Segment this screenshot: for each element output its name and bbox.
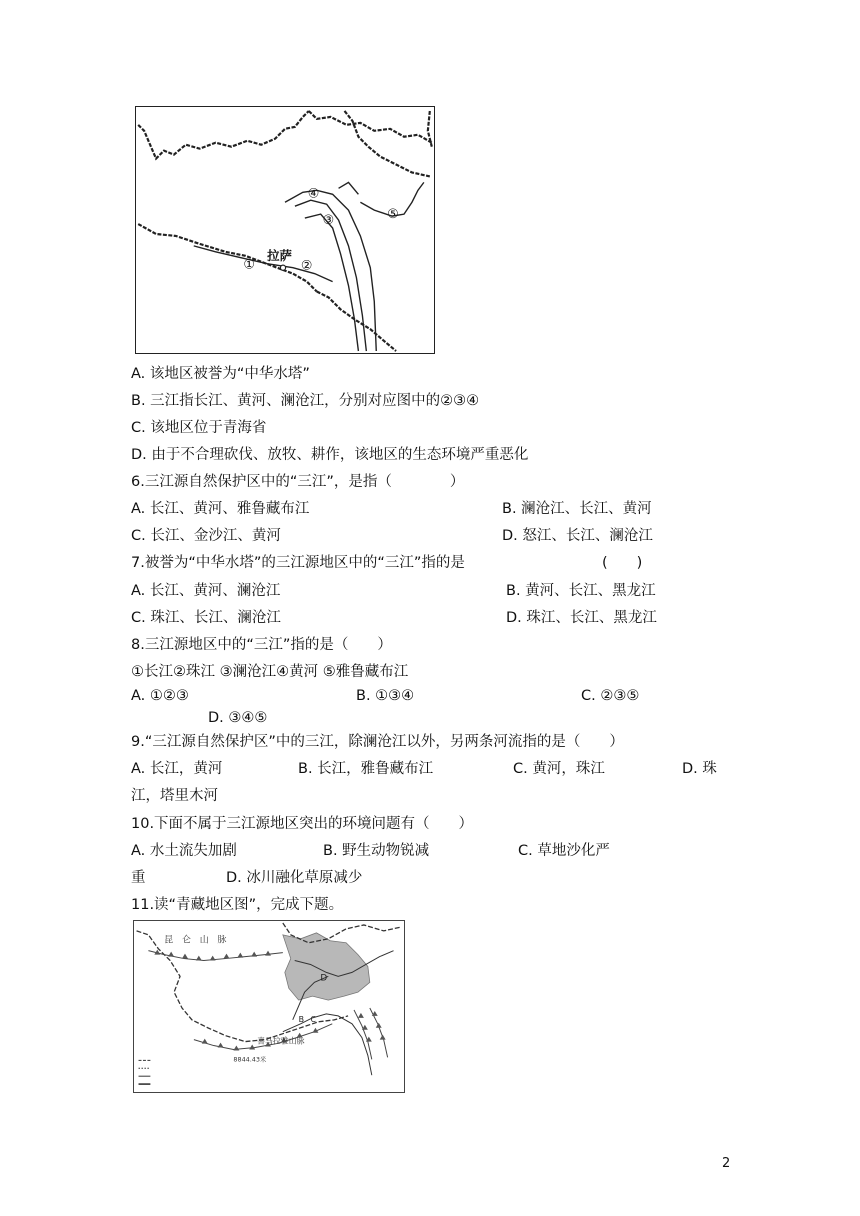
q9-stem: 9.“三江源自然保护区”中的三江，除澜沧江以外，另两条河流指的是（ ） xyxy=(131,734,624,750)
q9-option-c: C. 黄河，珠江 xyxy=(513,761,605,777)
q7-answer-paren: ( ) xyxy=(602,555,643,571)
shaded-region-d xyxy=(283,933,370,1000)
lhasa-label: 拉萨 xyxy=(267,247,292,263)
q9-option-d-continued: 江，塔里木河 xyxy=(131,788,218,804)
q8-option-b: B. ①③④ xyxy=(356,688,415,704)
q11-stem: 11.读“青藏地区图”，完成下题。 xyxy=(131,897,344,913)
q8-option-a: A. ①②③ xyxy=(131,688,189,704)
himalaya-label: 喜马拉雅山脉 xyxy=(257,1036,305,1046)
q10-option-d: D. 冰川融化草原减少 xyxy=(226,870,363,886)
q7-option-c: C. 珠江、长江、澜沧江 xyxy=(131,610,281,626)
point-b-label: B xyxy=(298,1014,305,1024)
q8-stem: 8.三江源地区中的“三江”指的是（ ） xyxy=(131,637,392,653)
q10-option-c: C. 草地沙化严 xyxy=(518,843,610,859)
q5-option-b: B. 三江指长江、黄河、澜沧江，分别对应图中的②③④ xyxy=(131,393,480,409)
q10-stem: 10.下面不属于三江源地区突出的环境问题有（ ） xyxy=(131,816,474,832)
marker-5: ⑤ xyxy=(387,207,399,223)
point-c-label: C xyxy=(310,1014,317,1024)
lhasa-marker-icon xyxy=(280,265,285,270)
q6-option-c: C. 长江、金沙江、黄河 xyxy=(131,528,281,544)
q9-option-d: D. 珠 xyxy=(682,761,717,777)
peak-elevation-label: 8844.43米 xyxy=(233,1055,267,1064)
q5-option-d: D. 由于不合理砍伐、放牧、耕作，该地区的生态环境严重恶化 xyxy=(131,447,529,463)
q10-option-b: B. 野生动物锐减 xyxy=(323,843,430,859)
marker-1: ① xyxy=(243,257,255,273)
q10-option-a: A. 水土流失加剧 xyxy=(131,843,237,859)
q6-option-b: B. 澜沧江、长江、黄河 xyxy=(502,501,652,517)
qinghai-tibet-sketch-map xyxy=(135,106,435,354)
q7-option-d: D. 珠江、长江、黑龙江 xyxy=(506,610,657,626)
q7-option-a: A. 长江、黄河、澜沧江 xyxy=(131,583,281,599)
border-lines xyxy=(138,111,432,351)
page-number: 2 xyxy=(722,1156,731,1171)
q6-option-a: A. 长江、黄河、雅鲁藏布江 xyxy=(131,501,310,517)
q7-stem: 7.被誉为“中华水塔”的三江源地区中的“三江”指的是 xyxy=(131,555,465,571)
region-d-label: D xyxy=(320,973,328,984)
q6-stem: 6.三江源自然保护区中的“三江”，是指（ ） xyxy=(131,474,465,490)
q8-items: ①长江②珠江 ③澜沧江④黄河 ⑤雅鲁藏布江 xyxy=(131,664,409,680)
q9-option-b: B. 长江，雅鲁藏布江 xyxy=(298,761,434,777)
marker-3: ③ xyxy=(322,213,335,229)
map-legend xyxy=(139,1060,151,1084)
q9-option-a: A. 长江，黄河 xyxy=(131,761,223,777)
qinghai-tibet-region-map xyxy=(133,920,405,1093)
kunlun-mountains-label: 昆 仑 山 脉 xyxy=(164,935,227,946)
q5-option-a: A. 该地区被誉为“中华水塔” xyxy=(131,366,310,382)
marker-2: ② xyxy=(300,258,313,274)
q8-option-c: C. ②③⑤ xyxy=(581,688,640,704)
q10-option-c-continued: 重 xyxy=(131,870,146,886)
marker-4: ④ xyxy=(307,186,320,202)
q5-option-c: C. 该地区位于青海省 xyxy=(131,420,267,436)
q7-option-b: B. 黄河、长江、黑龙江 xyxy=(506,583,656,599)
q6-option-d: D. 怒江、长江、澜沧江 xyxy=(502,528,653,544)
q8-option-d: D. ③④⑤ xyxy=(208,710,268,726)
